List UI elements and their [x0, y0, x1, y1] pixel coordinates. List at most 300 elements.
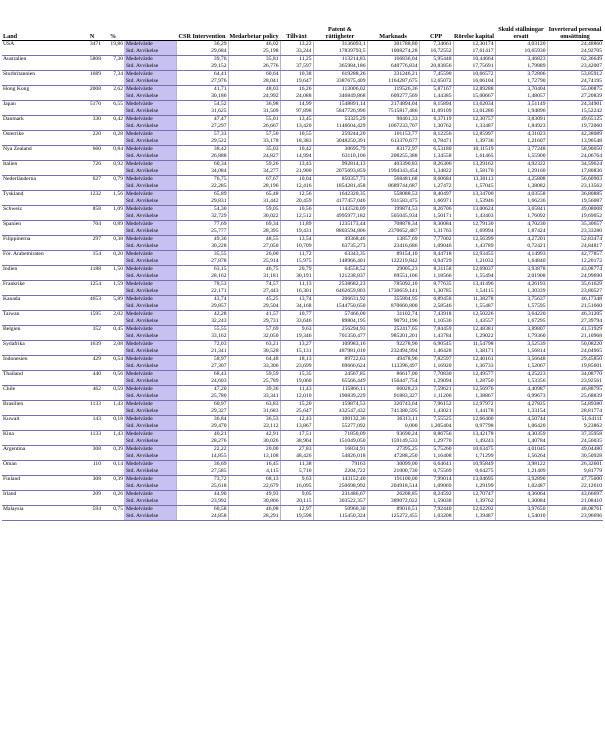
n-cell: 154	[92, 251, 101, 258]
country-cell: Taiwan	[3, 311, 20, 318]
value-cell: 34,168	[280, 303, 313, 311]
table-row	[2, 408, 603, 416]
value-cell: 26208,85	[367, 491, 419, 499]
value-cell: 29,470	[176, 423, 228, 431]
value-cell: 63343,35	[313, 251, 367, 259]
value-cell: 10,56	[280, 206, 313, 214]
value-cell: 10,04	[280, 176, 313, 184]
value-cell: 21,08410	[547, 498, 603, 506]
value-cell: 24,56035	[547, 438, 603, 446]
value-cell: 25,198	[228, 48, 280, 56]
value-cell: 7,55525	[419, 416, 453, 424]
value-cell: 1143520,09	[313, 206, 367, 214]
n-cell: 1595	[89, 311, 101, 318]
value-cell: 10,38	[280, 71, 313, 79]
percent-cell	[102, 153, 124, 161]
n-cell: 1133	[90, 401, 101, 408]
value-cell: 19,56087	[547, 198, 603, 206]
value-cell: 640776,834	[367, 63, 419, 71]
table-row	[2, 146, 603, 154]
value-cell: 10,42	[280, 146, 313, 154]
value-cell: 12,20172	[547, 258, 603, 266]
percent-cell	[102, 333, 124, 341]
value-cell: 115866,11	[313, 386, 367, 394]
value-cell: 1235173,44	[313, 221, 367, 229]
table-row	[2, 296, 603, 304]
value-cell: 12,56399	[453, 236, 495, 244]
value-cell: 65,89	[176, 191, 228, 199]
value-cell: 1,39762	[453, 498, 495, 506]
value-cell: 12,65072	[419, 78, 453, 86]
statistic-label-cell: Std. Avvikelse	[124, 333, 176, 341]
value-cell: 46,02	[228, 41, 280, 49]
table-row	[2, 138, 603, 146]
country-cell: Malaysia	[3, 506, 24, 513]
value-cell: 37,35958	[547, 431, 603, 439]
value-cell: 72,03	[176, 341, 228, 349]
value-cell: 4,40987	[495, 386, 547, 394]
value-cell: 63735,273	[313, 243, 367, 251]
value-cell: 109983,16	[313, 341, 367, 349]
value-cell: 77,69	[176, 221, 228, 229]
percent-cell	[102, 78, 124, 86]
value-cell: 10,11519	[453, 146, 495, 154]
value-cell: 24567,85	[313, 371, 367, 379]
value-cell: 1,87424	[495, 228, 547, 236]
value-cell: 365984,186	[313, 63, 367, 71]
value-cell: 48,08761	[547, 506, 603, 514]
percent-cell	[102, 168, 124, 176]
value-cell: 256294,93	[313, 326, 367, 334]
value-cell: 159874,53	[313, 401, 367, 409]
value-cell: 33,244	[280, 48, 313, 56]
value-cell: 15,20	[280, 401, 313, 409]
statistic-label-cell: Medelvärde	[124, 446, 176, 454]
value-cell: 156447,754	[367, 378, 419, 386]
n-cell: 1188	[90, 266, 101, 273]
table-row	[2, 213, 603, 221]
value-cell: 89804,195	[313, 318, 367, 326]
value-cell: 10,63475	[453, 446, 495, 454]
country-cell: Indonesien	[3, 356, 28, 363]
country-cell	[2, 108, 82, 116]
table-row	[2, 318, 603, 326]
percent-cell: 0,14	[113, 461, 123, 468]
percent-cell	[102, 498, 124, 506]
value-cell: 9,63	[280, 326, 313, 334]
value-cell: 3,98122	[495, 461, 547, 469]
statistic-label-cell: Medelvärde	[124, 86, 176, 94]
value-cell: 26,667	[228, 123, 280, 131]
country-cell: Thailand	[3, 371, 23, 378]
n-cell: 726	[92, 161, 101, 168]
value-cell: 48,55	[228, 236, 280, 244]
n-cell: 5170	[89, 101, 101, 108]
value-cell: 33,178	[228, 138, 280, 146]
statistic-label-cell: Std. Avvikelse	[124, 93, 176, 101]
value-cell: 43,66697	[547, 491, 603, 499]
value-cell: 34,08770	[547, 371, 603, 379]
value-cell: 1,53356	[495, 378, 547, 386]
value-cell: 27,976	[176, 78, 228, 86]
value-cell: 25,914	[228, 258, 280, 266]
table-row	[2, 273, 603, 281]
value-cell: 1730659,141	[367, 288, 419, 296]
value-cell: 31,181	[228, 273, 280, 281]
country-cell	[2, 228, 82, 236]
percent-cell: 7,34	[113, 71, 123, 78]
value-cell: 33,306	[228, 363, 280, 371]
value-cell: 4,115	[228, 468, 280, 476]
value-cell: 1994343,454	[367, 168, 419, 176]
value-cell: 7,99014	[419, 476, 453, 484]
table-row	[2, 281, 603, 289]
value-cell: 39,36	[228, 386, 280, 394]
value-cell: 17839793,5	[313, 48, 367, 56]
value-cell: 12,48381	[453, 326, 495, 334]
country-cell: Nya Zealand	[3, 146, 32, 153]
table-row	[2, 476, 603, 484]
value-cell: 54,89380	[547, 401, 603, 409]
value-cell: 1642320,35	[313, 191, 367, 199]
value-cell: 1854281,458	[313, 183, 367, 191]
country-cell	[2, 213, 82, 221]
table-row	[2, 393, 603, 401]
value-cell: 1,69994	[453, 228, 495, 236]
value-cell: 28,041	[228, 78, 280, 86]
value-cell: 12,010	[280, 393, 313, 401]
value-cell: 701350,477	[313, 333, 367, 341]
n-cell	[82, 273, 102, 281]
value-cell: 1,66236	[495, 198, 547, 206]
value-cell: 11,54798	[453, 341, 495, 349]
col-header-medarbetar-policy: Medarbetar policy	[228, 0, 280, 41]
table-row	[2, 371, 603, 379]
value-cell: 113396,497	[367, 363, 419, 371]
n-cell: 1254	[89, 281, 101, 288]
percent-cell: 0,75	[113, 506, 123, 513]
value-cell: 1,36733	[453, 363, 495, 371]
percent-cell: 0,59	[113, 386, 123, 393]
value-cell: 15,52242	[547, 108, 603, 116]
value-cell: 6,89458	[419, 296, 453, 304]
country-cell: Frankrike	[3, 281, 25, 288]
statistic-label-cell: Std. Avvikelse	[124, 273, 176, 281]
table-row	[2, 401, 603, 409]
value-cell: 252417,65	[367, 326, 419, 334]
value-cell: 27395,25	[367, 446, 419, 454]
value-cell: 487981,010	[313, 348, 367, 356]
value-cell: 35,61629	[547, 281, 603, 289]
table-row	[2, 423, 603, 431]
col-header-skuld: Skuld ställningar ersatt	[495, 0, 547, 41]
col-header-tillvaxt: Tillväxt	[280, 0, 313, 41]
value-cell: 24,06764	[547, 153, 603, 161]
percent-cell: 0,89	[113, 221, 123, 228]
value-cell: 25,777	[176, 228, 228, 236]
value-cell: 29,152	[176, 63, 228, 71]
value-cell: 7,96152	[419, 401, 453, 409]
statistic-label-cell: Std. Avvikelse	[124, 108, 176, 116]
col-header-personal-omsattning: Inverterad personal omsättning	[547, 0, 603, 41]
value-cell: 7,84459	[419, 326, 453, 334]
percent-cell: 0,18	[113, 416, 123, 423]
value-cell: 1,29022	[453, 333, 495, 341]
value-cell: 13,29162	[453, 161, 495, 169]
value-cell: 4,50744	[495, 416, 547, 424]
table-row	[2, 333, 603, 341]
percent-cell: 0,28	[113, 131, 123, 138]
value-cell: 4,03558	[495, 191, 547, 199]
value-cell: 0,97798	[453, 423, 495, 431]
value-cell: 1,43021	[419, 408, 453, 416]
value-cell: 190839,229	[313, 393, 367, 401]
value-cell: 46,88795	[547, 386, 603, 394]
value-cell: 19,85601	[547, 363, 603, 371]
value-cell: 331246,21	[367, 71, 419, 79]
statistic-label-cell: Std. Avvikelse	[124, 153, 176, 161]
value-cell: 8,24592	[419, 491, 453, 499]
country-cell	[2, 48, 82, 56]
value-cell: 143152,40	[313, 476, 367, 484]
value-cell: 1,21607	[495, 138, 547, 146]
value-cell: 28,291	[228, 513, 280, 521]
value-cell: 3,65841	[495, 206, 547, 214]
value-cell: 12,49577	[453, 371, 495, 379]
table-row	[2, 78, 603, 86]
value-cell: 22,22	[176, 446, 228, 454]
value-cell: 27,297	[176, 123, 228, 131]
country-cell: Belgien	[3, 326, 21, 333]
value-cell: 24,34901	[547, 101, 603, 109]
value-cell: 67,67	[228, 176, 280, 184]
value-cell: 1,38171	[453, 348, 495, 356]
table-row	[2, 101, 603, 109]
value-cell: 1,79889	[495, 63, 547, 71]
statistic-label-cell: Medelvärde	[124, 356, 176, 364]
value-cell: 34,59624	[547, 161, 603, 169]
value-cell: 13,420	[280, 123, 313, 131]
value-cell: 14,855	[176, 453, 228, 461]
percent-cell	[102, 63, 124, 71]
table-body	[2, 41, 603, 521]
value-cell: 15,35	[280, 371, 313, 379]
value-cell: 16,06104	[453, 78, 495, 86]
country-cell	[2, 138, 82, 146]
country-cell	[2, 513, 82, 521]
country-cell	[2, 393, 82, 401]
country-cell: Chile	[3, 386, 16, 393]
value-cell: 1,11206	[419, 393, 453, 401]
header-row	[2, 0, 603, 41]
n-cell: 1232	[89, 191, 101, 198]
n-cell	[82, 438, 102, 446]
value-cell: 30,866	[228, 498, 280, 506]
value-cell: 98401,33	[367, 116, 419, 124]
value-cell: 1,54115	[453, 288, 495, 296]
table-row	[2, 258, 603, 266]
n-cell	[82, 213, 102, 221]
n-cell	[82, 153, 102, 161]
value-cell: 19,060	[280, 378, 313, 386]
value-cell: 25,68839	[547, 393, 603, 401]
table-row	[2, 491, 603, 499]
value-cell: 301788,80	[367, 41, 419, 49]
table-row	[2, 153, 603, 161]
value-cell: 1,30785	[419, 288, 453, 296]
statistic-label-cell: Std. Avvikelse	[124, 483, 176, 491]
value-cell: 26,776	[228, 63, 280, 71]
country-cell	[2, 93, 82, 101]
n-cell: 209	[92, 491, 101, 498]
value-cell: 4177457,046	[313, 198, 367, 206]
statistic-label-cell: Medelvärde	[124, 116, 176, 124]
percent-cell: 0,20	[113, 251, 123, 258]
table-row	[2, 63, 603, 71]
value-cell: 16834,91	[313, 446, 367, 454]
value-cell: 69666,624	[313, 363, 367, 371]
statistic-label-cell: Medelvärde	[124, 206, 176, 214]
value-cell: 22,12610	[547, 483, 603, 491]
value-cell: 36,84	[176, 416, 228, 424]
value-cell: 1,55900	[495, 153, 547, 161]
value-cell: 7515817,486	[367, 108, 419, 116]
value-cell: 89154,10	[367, 251, 419, 259]
table-row	[2, 326, 603, 334]
country-cell: Hong Kong	[3, 86, 30, 93]
percent-cell	[102, 303, 124, 311]
value-cell: 613370,677	[367, 138, 419, 146]
value-cell: 12,40161	[453, 356, 495, 364]
value-cell: 20,115	[280, 498, 313, 506]
value-cell: 40,21	[176, 431, 228, 439]
percent-cell: 0,26	[113, 491, 123, 498]
value-cell: 28,81774	[547, 408, 603, 416]
percent-cell: 1,56	[113, 191, 123, 198]
value-cell: 11,09109	[419, 108, 453, 116]
value-cell: 13,01286	[453, 108, 495, 116]
value-cell: 1,21032	[453, 258, 495, 266]
value-cell: 12,56	[280, 191, 313, 199]
table-row	[2, 348, 603, 356]
value-cell: 13,108	[228, 453, 280, 461]
n-cell	[82, 243, 102, 251]
country-cell: Schweiz	[3, 206, 22, 213]
value-cell: 3387675,409	[313, 78, 367, 86]
value-cell: 1,79360	[495, 333, 547, 341]
percent-cell: 6,55	[113, 101, 123, 108]
value-cell: 49,04480	[547, 446, 603, 454]
n-cell: 352	[92, 326, 101, 333]
value-cell: 27,443	[228, 288, 280, 296]
value-cell: 4,26193	[495, 281, 547, 289]
value-cell: 15,00667	[453, 93, 495, 101]
n-cell	[82, 468, 102, 476]
value-cell: 8689744,687	[367, 183, 419, 191]
value-cell: 8,12256	[419, 131, 453, 139]
value-cell: 11,89	[280, 221, 313, 229]
n-cell: 2008	[89, 86, 101, 93]
value-cell: 1164287,675	[367, 78, 419, 86]
value-cell: 2204,722	[313, 468, 367, 476]
value-cell: 55,00875	[547, 86, 603, 94]
table-row	[2, 123, 603, 131]
value-cell: 24,92705	[547, 48, 603, 56]
spss-statistics-table	[2, 0, 603, 521]
value-cell: 27,20839	[547, 93, 603, 101]
n-cell	[82, 138, 102, 146]
value-cell: 8,40497	[419, 191, 453, 199]
value-cell: 47,20	[176, 386, 228, 394]
n-cell	[82, 303, 102, 311]
n-cell	[82, 228, 102, 236]
table-row	[2, 506, 603, 514]
value-cell: 63110,106	[313, 153, 367, 161]
value-cell: 54,52	[176, 101, 228, 109]
n-cell	[82, 168, 102, 176]
n-cell: 308	[92, 446, 101, 453]
value-cell: 47,47	[176, 116, 228, 124]
value-cell: 20,79	[280, 266, 313, 274]
value-cell: 91883,327	[367, 393, 419, 401]
value-cell: 609277,569	[367, 93, 419, 101]
statistic-label-cell: Std. Avvikelse	[124, 348, 176, 356]
table-row	[2, 251, 603, 259]
table-row	[2, 431, 603, 439]
value-cell: 51,64111	[547, 416, 603, 424]
value-cell: 68,13	[228, 476, 280, 484]
value-cell: 29,45850	[547, 356, 603, 364]
table-row	[2, 168, 603, 176]
value-cell: 13,30113	[453, 176, 495, 184]
value-cell: 36,98	[228, 101, 280, 109]
value-cell: 58,97	[176, 356, 228, 364]
value-cell: 15,975	[280, 258, 313, 266]
value-cell: 231486,67	[313, 491, 367, 499]
statistic-label-cell: Std. Avvikelse	[124, 513, 176, 521]
value-cell: 1,59038	[419, 498, 453, 506]
n-cell: 627	[92, 176, 101, 183]
value-cell: 49478,96	[367, 356, 419, 364]
table-row	[2, 483, 603, 491]
value-cell: 1,33154	[495, 408, 547, 416]
country-cell	[2, 438, 82, 446]
percent-cell	[102, 93, 124, 101]
value-cell: 3,70404	[495, 86, 547, 94]
value-cell: 125272,455	[367, 513, 419, 521]
value-cell: 1,49243	[453, 438, 495, 446]
country-cell: Italien	[3, 161, 18, 168]
table-row	[2, 183, 603, 191]
value-cell: 86617,00	[367, 371, 419, 379]
value-cell: 3,77248	[495, 146, 547, 154]
value-cell: 26,00	[228, 251, 280, 259]
value-cell: 1,06420	[495, 423, 547, 431]
value-cell: 12,79130	[453, 221, 495, 229]
statistic-label-cell: Medelvärde	[124, 146, 176, 154]
statistic-label-cell: Std. Avvikelse	[124, 408, 176, 416]
value-cell: 24,088	[280, 93, 313, 101]
country-cell: Argentina	[3, 446, 26, 453]
value-cell: 7,59621	[419, 386, 453, 394]
value-cell: 30,228	[176, 243, 228, 251]
value-cell: 9,23862	[547, 423, 603, 431]
table-row	[2, 48, 603, 56]
n-cell: 5808	[89, 56, 101, 63]
value-cell: 1,55487	[453, 303, 495, 311]
n-cell	[82, 198, 102, 206]
n-cell	[82, 378, 102, 386]
